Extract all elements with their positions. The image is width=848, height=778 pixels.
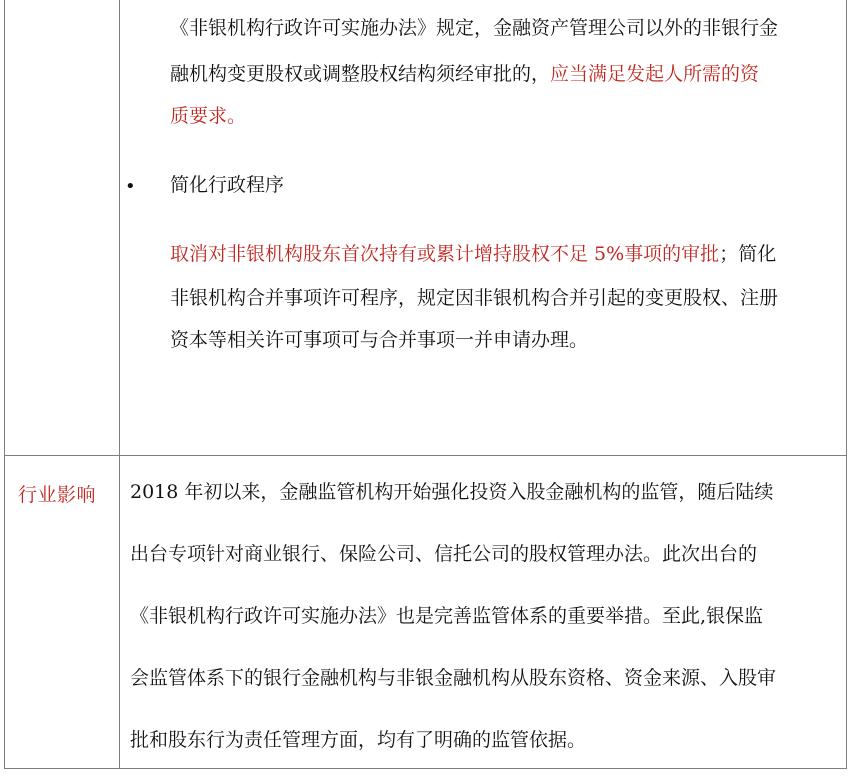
table-right-border bbox=[846, 0, 847, 769]
impact-line-2: 出台专项针对商业银行、保险公司、信托公司的股权管理办法。此次出台的 bbox=[130, 543, 758, 565]
para1-line-1: 《非银机构行政许可实施办法》规定，金融资产管理公司以外的非银行金 bbox=[170, 17, 779, 39]
para2-line-1: 取消对非银机构股东首次持有或累计增持股权不足 5%事项的审批；简化 bbox=[170, 243, 777, 265]
table-row-divider bbox=[4, 455, 847, 456]
para1-line-3 bbox=[170, 94, 246, 138]
impact-line-4: 会监管体系下的银行金融机构与非银金融机构从股东资格、资金来源、入股审 bbox=[130, 667, 777, 689]
table-bottom-border bbox=[4, 768, 847, 769]
row-label-industry-impact: 行业影响 bbox=[18, 484, 97, 506]
table-column-divider bbox=[119, 0, 120, 769]
table-left-border bbox=[4, 0, 5, 769]
bullet-icon: • bbox=[125, 176, 136, 197]
highlight-text: 应当满足发起人所需的资 bbox=[550, 63, 760, 85]
para1-line-2: 融机构变更股权或调整股权结构须经审批的，应当满足发起人所需的资 bbox=[170, 63, 760, 85]
para2-line-3: 资本等相关许可事项可与合并事项一并申请办理。 bbox=[170, 329, 589, 351]
highlight-text: 取消对非银机构股东首次持有或累计增持股权不足 5%事项的审批 bbox=[170, 243, 720, 265]
impact-line-1: 2018 年初以来，金融监管机构开始强化投资入股金融机构的监管，随后陆续 bbox=[130, 481, 774, 503]
content-table bbox=[2, 0, 845, 769]
para2-line-2: 非银机构合并事项许可程序，规定因非银机构合并引起的变更股权、注册 bbox=[170, 287, 779, 309]
impact-line-5: 批和股东行为责任管理方面，均有了明确的监管依据。 bbox=[130, 729, 587, 751]
highlight-text: 质要求。 bbox=[170, 105, 247, 127]
impact-line-3: 《非银机构行政许可实施办法》也是完善监管体系的重要举措。至此,银保监 bbox=[130, 605, 764, 627]
bullet-heading: 简化行政程序 bbox=[170, 174, 285, 196]
